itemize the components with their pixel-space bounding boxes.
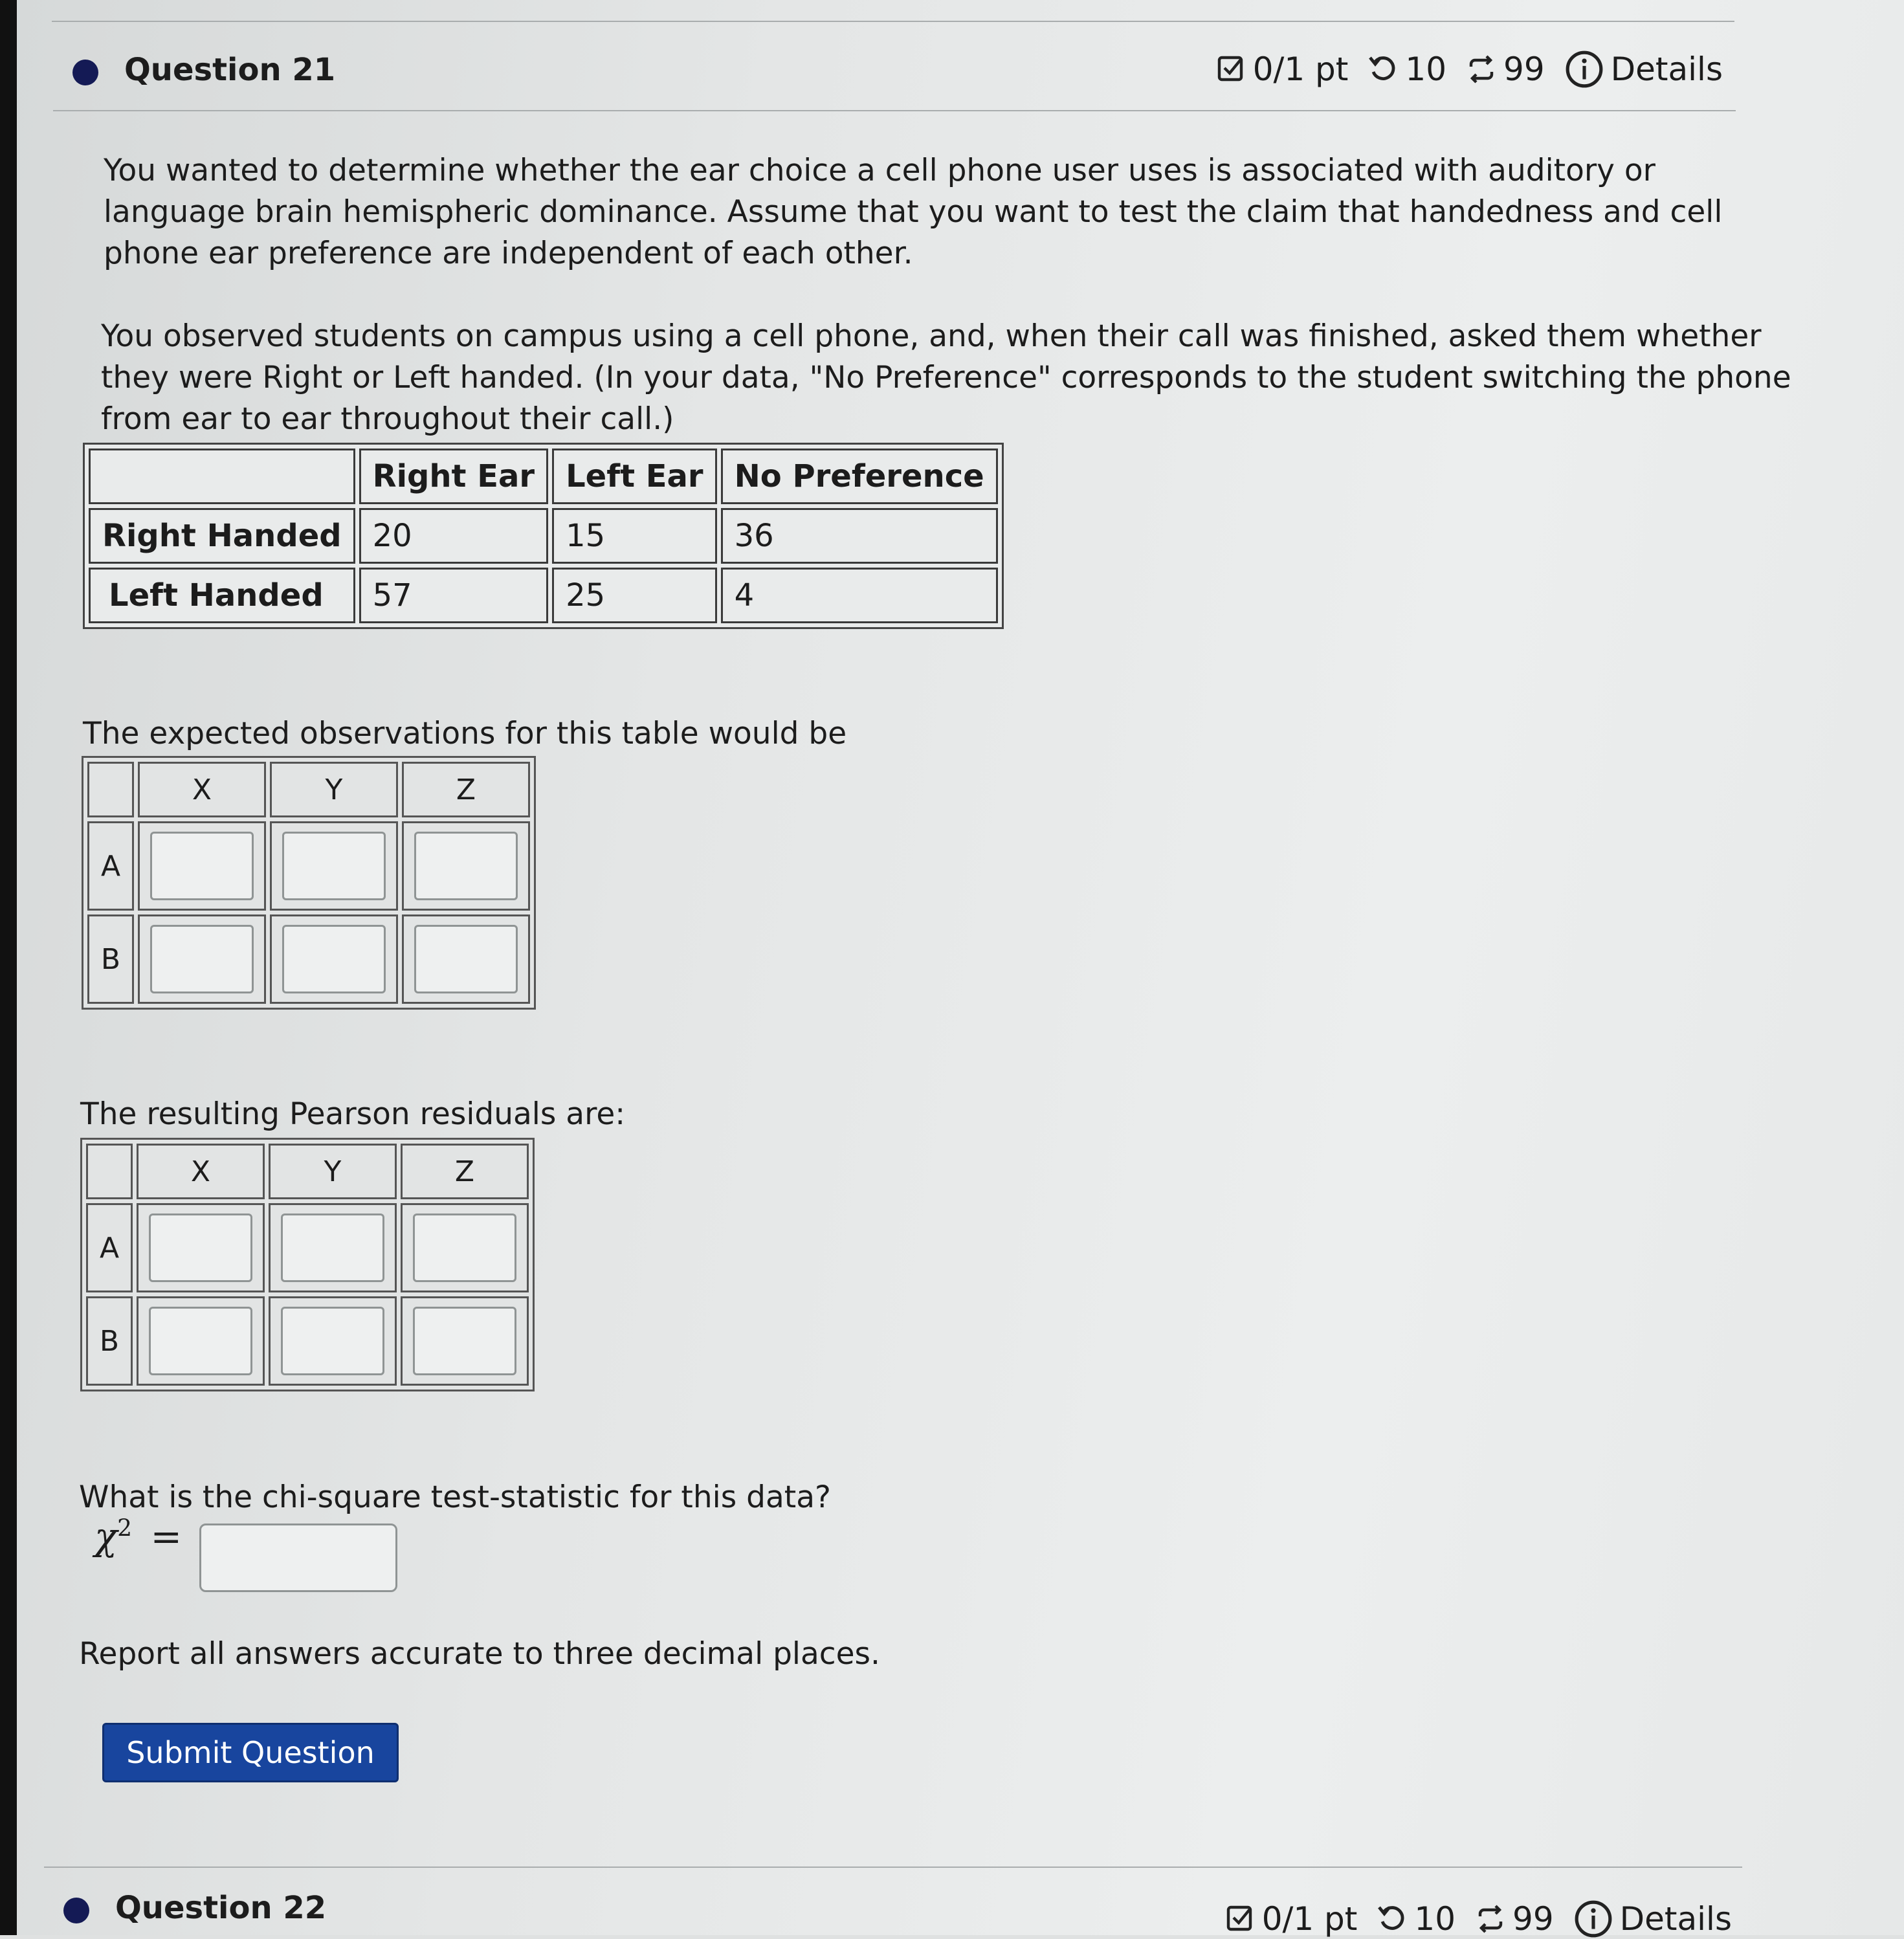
- table-cell: 25: [552, 568, 717, 623]
- row-header-b: B: [87, 914, 134, 1004]
- equals-sign: =: [150, 1514, 183, 1558]
- expected-cell: [138, 914, 266, 1004]
- expected-prompt: The expected observations for this table would be: [83, 716, 847, 751]
- table-cell: 4: [721, 568, 998, 623]
- submissions-count: 99: [1512, 1900, 1554, 1938]
- question-21-header: [62, 45, 1745, 97]
- details-link[interactable]: [1573, 1899, 1732, 1939]
- table-cell: 57: [359, 568, 548, 623]
- question-title: Question 22: [115, 1890, 327, 1926]
- header-divider: [53, 110, 1736, 111]
- table-cell: 15: [552, 508, 717, 564]
- expected-cell: [402, 914, 530, 1004]
- table-row: [89, 508, 998, 564]
- residuals-grid: [80, 1138, 535, 1391]
- col-header-no-preference: No Preference: [721, 449, 998, 504]
- question-meta: [1224, 1899, 1732, 1939]
- retries-count: 10: [1414, 1900, 1456, 1938]
- residual-cell: [137, 1203, 265, 1292]
- expected-input-a-y[interactable]: [282, 832, 386, 900]
- residual-input-b-y[interactable]: [281, 1307, 384, 1375]
- screen-bezel: [0, 0, 17, 1935]
- info-icon: [1573, 1899, 1613, 1939]
- top-divider: [52, 21, 1734, 22]
- repeat-icon: [1466, 54, 1497, 85]
- points-text: 0/1 pt: [1252, 50, 1349, 88]
- col-header-y: Y: [269, 1144, 397, 1199]
- chi-symbol: χ: [94, 1514, 118, 1558]
- chi-exponent: 2: [117, 1515, 133, 1542]
- residual-input-b-z[interactable]: [413, 1307, 516, 1375]
- residual-cell: [137, 1296, 265, 1386]
- checkbox-icon: [1215, 54, 1246, 85]
- submissions-count: 99: [1503, 50, 1545, 88]
- row-header-right-handed: Right Handed: [89, 508, 355, 564]
- retries-indicator: [1367, 50, 1446, 88]
- residual-cell: [269, 1296, 397, 1386]
- residual-input-a-z[interactable]: [413, 1213, 516, 1282]
- retries-indicator: [1377, 1900, 1456, 1938]
- col-header-x: X: [137, 1144, 265, 1199]
- expected-cell: [402, 821, 530, 911]
- residual-input-a-x[interactable]: [149, 1213, 252, 1282]
- observed-header-row: [89, 449, 998, 504]
- residual-cell: [401, 1296, 529, 1386]
- expected-input-a-x[interactable]: [150, 832, 254, 900]
- details-label: Details: [1610, 50, 1723, 88]
- col-header-z: Z: [402, 762, 530, 817]
- accuracy-note: Report all answers accurate to three decimal places.: [79, 1636, 880, 1672]
- table-cell: 20: [359, 508, 548, 564]
- col-header-y: Y: [270, 762, 398, 817]
- residual-input-a-y[interactable]: [281, 1213, 384, 1282]
- expected-input-b-x[interactable]: [150, 925, 254, 993]
- points-indicator: [1224, 1900, 1358, 1938]
- row-header-left-handed: Left Handed: [89, 568, 355, 623]
- question-status-dot: [72, 60, 98, 85]
- residual-cell: [401, 1203, 529, 1292]
- points-text: 0/1 pt: [1261, 1900, 1358, 1938]
- expected-input-b-z[interactable]: [414, 925, 518, 993]
- info-icon: [1564, 49, 1604, 89]
- points-indicator: [1215, 50, 1349, 88]
- row-header-a: A: [87, 821, 134, 911]
- intro-paragraph: You wanted to determine whether the ear choice a cell phone user uses is associated with auditory or language brain hemispheric dominance. Assume that you want to test the claim that handedness and cell phone ear preference are independent of each other.: [104, 153, 1723, 271]
- observation-paragraph: You observed students on campus using a cell phone, and, when their call was finished, asked them whether they were Right or Left handed. (In your data, "No Preference" corresponds to the student switching the phone from ear to ear throughout their call.): [101, 318, 1791, 437]
- expected-cell: [270, 821, 398, 911]
- residual-input-b-x[interactable]: [149, 1307, 252, 1375]
- retries-count: 10: [1405, 50, 1447, 88]
- undo-icon: [1367, 54, 1399, 85]
- col-header-right-ear: Right Ear: [359, 449, 548, 504]
- question-title: Question 21: [124, 52, 336, 88]
- row-header-b: B: [86, 1296, 133, 1386]
- question-divider: [44, 1867, 1742, 1868]
- expected-cell: [138, 821, 266, 911]
- details-label: Details: [1619, 1900, 1732, 1938]
- expected-cell: [270, 914, 398, 1004]
- submissions-indicator: [1475, 1900, 1554, 1938]
- chi-square-label: [94, 1514, 182, 1558]
- residuals-prompt: The resulting Pearson residuals are:: [80, 1096, 626, 1132]
- expected-input-b-y[interactable]: [282, 925, 386, 993]
- repeat-icon: [1475, 1903, 1506, 1934]
- expected-input-a-z[interactable]: [414, 832, 518, 900]
- checkbox-icon: [1224, 1903, 1256, 1934]
- expected-grid: [82, 756, 536, 1010]
- question-22-header: [53, 1883, 1736, 1938]
- table-cell: 36: [721, 508, 998, 564]
- undo-icon: [1377, 1903, 1408, 1934]
- chi-question: What is the chi-square test-statistic for this data?: [79, 1479, 831, 1515]
- assignment-page: [17, 0, 1904, 1938]
- residual-cell: [269, 1203, 397, 1292]
- table-row: [89, 568, 998, 623]
- observed-table: [83, 443, 1004, 629]
- observed-corner: [89, 449, 355, 504]
- grid-corner: [86, 1144, 133, 1199]
- col-header-x: X: [138, 762, 266, 817]
- chi-square-input[interactable]: [199, 1524, 397, 1592]
- submit-question-button[interactable]: Submit Question: [102, 1723, 399, 1782]
- question-status-dot: [63, 1898, 89, 1923]
- question-meta: [1215, 49, 1723, 89]
- details-link[interactable]: [1564, 49, 1723, 89]
- grid-corner: [87, 762, 134, 817]
- row-header-a: A: [86, 1203, 133, 1292]
- col-header-z: Z: [401, 1144, 529, 1199]
- col-header-left-ear: Left Ear: [552, 449, 717, 504]
- submissions-indicator: [1466, 50, 1545, 88]
